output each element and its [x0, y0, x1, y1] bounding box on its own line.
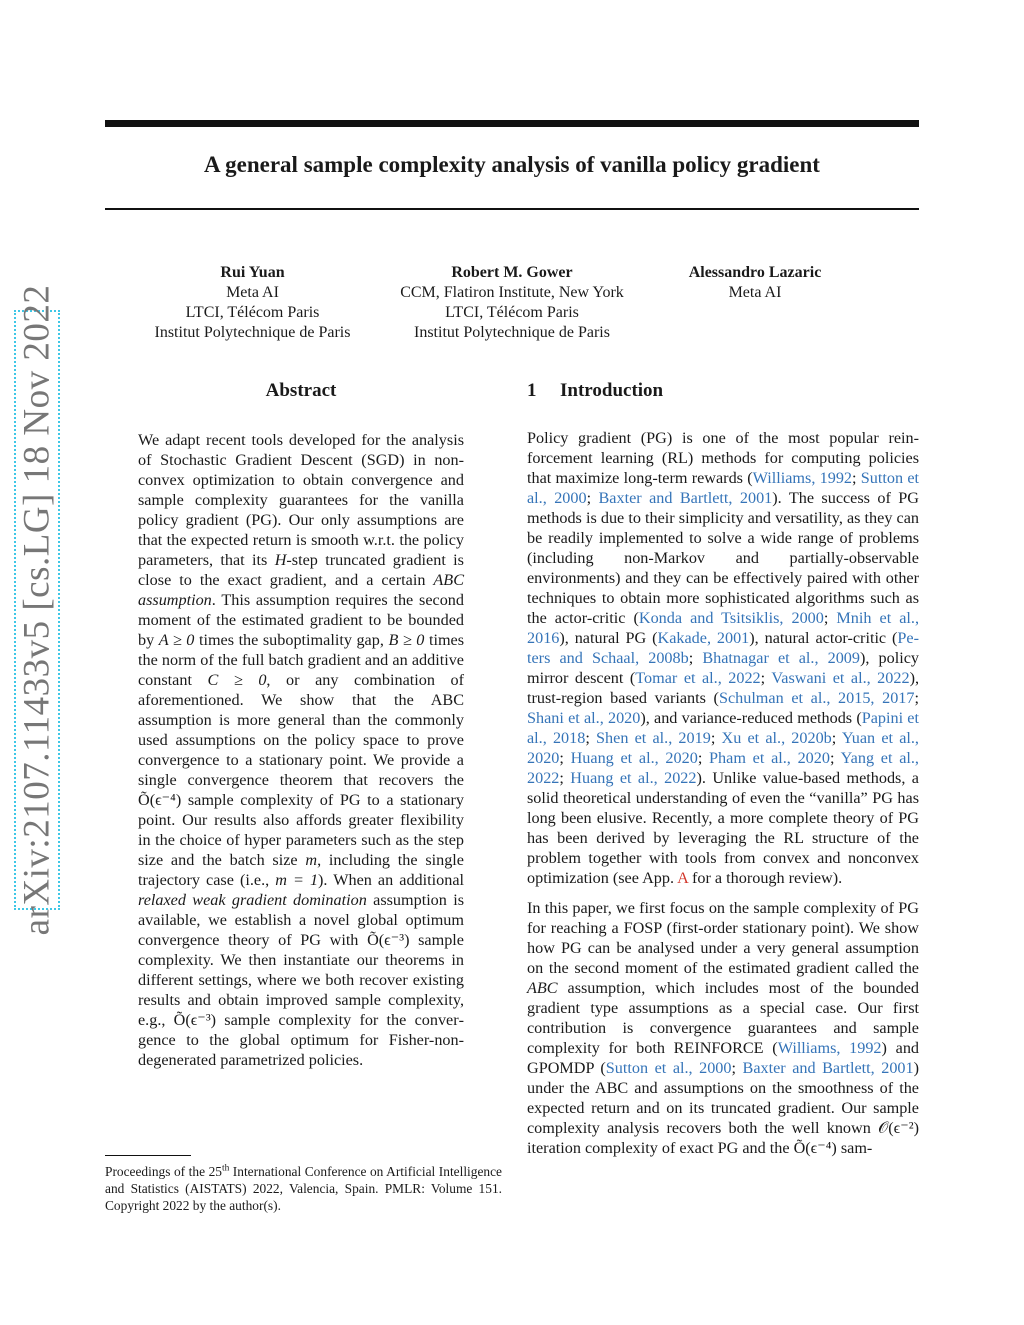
intro-text: ;	[829, 749, 841, 767]
abstract-emphasis: ABC assumption	[138, 571, 464, 609]
author-affiliation: Institut Polytechnique de Paris	[414, 324, 610, 341]
intro-text: ), policy mirror descent (	[527, 649, 919, 687]
author-affiliation: CCM, Flatiron Institute, New York	[400, 284, 624, 301]
abstract-text: sample complexity for the convergence to the global optimum for Fisher-non-degenerated parametrized policies.	[138, 1011, 464, 1069]
abstract-text: , including the single trajectory case (i.e.,	[138, 851, 464, 889]
citation-link[interactable]: Yang et al., 2022	[527, 749, 919, 787]
intro-math: 𝒪(ϵ⁻²)	[878, 1119, 919, 1137]
intro-text: ) under the ABC and assumptions on the smoothness of the expected return and on its truncated gradient. Our sample complexity analysis recovers both the well known	[527, 1059, 919, 1137]
appendix-link[interactable]: A	[677, 869, 688, 887]
citation-link[interactable]: Schulman et al., 2015, 2017	[718, 689, 915, 707]
abstract-text: -step truncated gradient is close to the exact gradient, and a certain	[138, 551, 464, 589]
intro-text: ), and variance-reduced methods (	[640, 709, 862, 727]
author-name: Robert M. Gower	[451, 264, 573, 281]
intro-text: iteration complexity of exact PG and the	[527, 1139, 794, 1157]
footnote-text: Proceedings of the 25	[105, 1164, 222, 1179]
citation-link[interactable]: Baxter and Bartlett, 2001	[598, 489, 773, 507]
intro-paragraph-2	[527, 898, 919, 1158]
abstract-text: We adapt recent tools developed for the analysis of Stochastic Gradient Descent (SGD) in non-convex optimization to obtain convergence and sample complexity guarantees for the vanilla policy gradient (PG). Our only assumptions are that the expected return is smooth w.r.t. the policy parameters, that its	[138, 431, 464, 569]
author-affiliation: Meta AI	[728, 284, 782, 301]
intro-text: assumption, which includes most of the bounded gradient type assumptions as a special case. Our first contribution is convergence guarantees and sample complexity for both REINFORCE (	[527, 979, 919, 1057]
section-number: 1	[527, 380, 537, 401]
abstract-text: . This assumption requires the second moment of the estimated gradient to be bounded by	[138, 591, 464, 649]
intro-text: ;	[823, 609, 837, 627]
intro-text: ;	[586, 489, 599, 507]
citation-link[interactable]: Williams, 1992	[752, 469, 853, 487]
abstract-text: ). When an additional	[318, 871, 464, 889]
citation-link[interactable]: Konda and Tsitsiklis, 2000	[638, 609, 824, 627]
citation-link[interactable]: Mnih et al., 2016	[527, 609, 919, 647]
abstract-math: H	[274, 551, 287, 569]
intro-emphasis: ABC	[527, 979, 558, 997]
citation-link[interactable]: Sutton et al., 2000	[605, 1059, 732, 1077]
intro-text: sam-	[836, 1139, 873, 1157]
citation-link[interactable]: Peters and Schaal, 2008b	[527, 629, 919, 667]
abstract-text: times the suboptimality gap,	[194, 631, 389, 649]
title-rule-bottom	[105, 208, 919, 210]
abstract-math: A ≥ 0	[158, 631, 195, 649]
intro-text: ;	[731, 1059, 743, 1077]
intro-text: ;	[914, 689, 919, 707]
intro-text: ;	[585, 729, 597, 747]
author-block	[130, 263, 375, 343]
intro-math: Õ(ϵ⁻⁴)	[793, 1139, 837, 1157]
abstract-paragraph	[138, 430, 464, 1070]
author-name: Alessandro Lazaric	[688, 264, 822, 281]
title-rule-top	[105, 120, 919, 127]
abstract-emphasis: relaxed weak gradient domination	[138, 891, 367, 909]
citation-link[interactable]: Tomar et al., 2022	[635, 669, 761, 687]
abstract-text: times the norm of the full batch gradient and an additive constant	[138, 631, 465, 689]
abstract-math: m = 1	[275, 871, 319, 889]
intro-text: ;	[852, 469, 861, 487]
section-heading-introduction	[527, 380, 663, 402]
intro-text: ;	[760, 669, 772, 687]
author-block	[680, 263, 830, 303]
intro-text: ;	[688, 649, 703, 667]
citation-link[interactable]: Huang et al., 2020	[570, 749, 698, 767]
intro-text: ). The success of PG methods is due to their simplicity and versatility, as they can be readily implemented to solve a wide range of problems (including non-Markov and partially-observable environments) and they can be effectively paired with other techniques to obtain more sophisticated algorithms such as the actor-critic (	[527, 489, 919, 627]
intro-text: In this paper, we first focus on the sample complexity of PG for reaching a FOSP (first-order stationary point). We show how PG can be analysed under a very general assumption on the second moment of the estimated gradient called the	[527, 899, 919, 977]
footnote-rule	[105, 1155, 191, 1156]
intro-text: ), natural PG (	[559, 629, 658, 647]
citation-link[interactable]: Baxter and Bartlett, 2001	[742, 1059, 914, 1077]
author-affiliation: Meta AI	[226, 284, 279, 301]
citation-link[interactable]: Shen et al., 2019	[596, 729, 711, 747]
citation-link[interactable]: Williams, 1992	[777, 1039, 882, 1057]
abstract-math: m	[305, 851, 318, 869]
abstract-math: Õ(ϵ⁻³)	[173, 1011, 217, 1029]
intro-text: ;	[559, 749, 571, 767]
abstract-body	[138, 430, 464, 1070]
citation-link[interactable]: Kakade, 2001	[657, 629, 750, 647]
footnote-text: International Conference on Artificial Intelligence and Statistics (AISTATS) 2022, Valencia, Spain. PMLR: Volume 151. Copyright 2022 by the author(s).	[105, 1164, 502, 1213]
citation-link[interactable]: Xu et al., 2020b	[721, 729, 832, 747]
abstract-math: Õ(ϵ⁻³)	[367, 931, 410, 949]
abstract-text: , or any combination of aforementioned. We show that the ABC assumption is more general than the commonly used assumptions on the policy space to prove convergence to a stationary point. We provide a single convergence theorem that recovers the	[138, 671, 464, 789]
citation-link[interactable]: Vaswani et al., 2022	[771, 669, 910, 687]
paper-title: A general sample complexity analysis of vanilla policy gradient	[204, 152, 820, 177]
citation-link[interactable]: Yuan et al., 2020	[527, 729, 919, 767]
intro-text: ;	[831, 729, 842, 747]
footnote-superscript: th	[221, 1163, 230, 1174]
arxiv-id-text[interactable]: arXiv:2107.11433v5 [cs.LG] 18 Nov 2022	[16, 284, 58, 936]
author-affiliation: LTCI, Télécom Paris	[185, 304, 320, 321]
abstract-math: Õ(ϵ⁻⁴)	[138, 791, 182, 809]
abstract-math: C ≥ 0	[207, 671, 267, 689]
citation-link[interactable]: Bhatnagar et al., 2009	[702, 649, 860, 667]
section-title: Introduction	[560, 380, 664, 401]
author-name: Rui Yuan	[220, 264, 285, 281]
author-block	[378, 263, 646, 343]
citation-link[interactable]: Shani et al., 2020	[527, 709, 641, 727]
intro-text: ) and GPOMDP (	[527, 1039, 920, 1077]
citation-link[interactable]: Papini et al., 2018	[527, 709, 919, 747]
intro-text: ), natural actor-critic (	[749, 629, 898, 647]
footnote-proceedings	[105, 1163, 502, 1214]
abstract-math: B ≥ 0	[388, 631, 425, 649]
abstract-heading: Abstract	[265, 380, 337, 401]
intro-paragraph-1	[527, 428, 919, 888]
intro-text: for a thorough review).	[687, 869, 843, 887]
introduction-body	[527, 428, 919, 1158]
citation-link[interactable]: Huang et al., 2022	[570, 769, 697, 787]
intro-text: ;	[697, 749, 710, 767]
intro-text: ), trust-region based variants (	[527, 669, 919, 707]
author-affiliation: LTCI, Télécom Paris	[445, 304, 579, 321]
intro-text: ;	[559, 769, 571, 787]
intro-text: Policy gradient (PG) is one of the most popular reinforcement learning (RL) methods for computing policies that maximize long-term rewards (	[527, 429, 919, 487]
abstract-text: assumption is available, we establish a novel global optimum convergence theory of PG with	[138, 891, 465, 949]
arxiv-side-label[interactable]	[14, 284, 60, 936]
citation-link[interactable]: Sutton et al., 2000	[527, 469, 920, 507]
intro-text: ;	[710, 729, 722, 747]
abstract-text: sample complexity. We then instantiate our theorems in different settings, where we both recover existing results and obtain improved sample complexity, e.g.,	[138, 931, 464, 1029]
author-affiliation: Institut Polytechnique de Paris	[154, 324, 351, 341]
abstract-text: sample complexity of PG to a stationary point. Our results also affords greater flexibility in the choice of hyper parameters such as the step size and the batch size	[138, 791, 464, 869]
citation-link[interactable]: Pham et al., 2020	[709, 749, 830, 767]
intro-text: ). Unlike value-based methods, a solid theoretical understanding of even the “vanilla” PG has long been elusive. Recently, a more complete theory of PG has been derived by leveraging the RL structure of the problem together with tools from convex and nonconvex optimization (see App.	[527, 769, 919, 887]
